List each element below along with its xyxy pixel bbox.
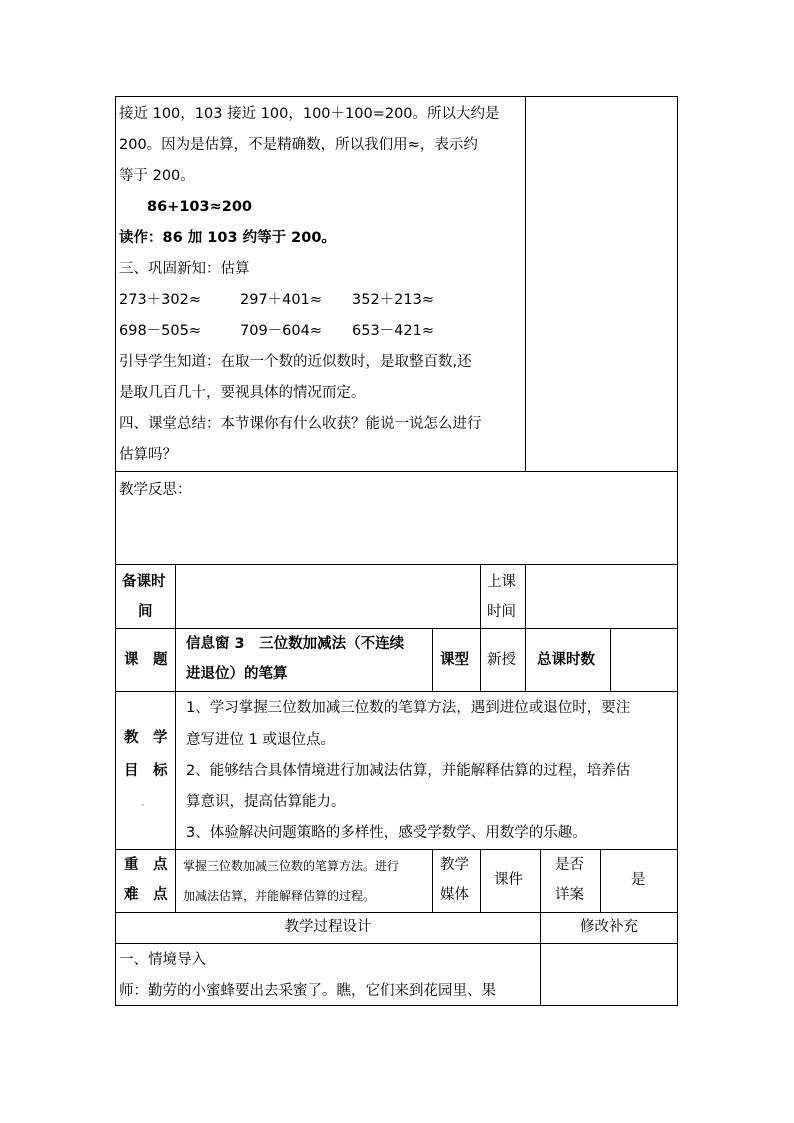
goals-mark: - — [141, 800, 145, 810]
exercise-item: 698－505≈ — [119, 323, 202, 339]
goal-line: 意写进位 1 或退位点。 — [186, 732, 335, 748]
revise-header: 修改补充 — [580, 919, 638, 935]
text-line: 是取几百几十，要视具体的情况而定。 — [119, 385, 366, 401]
lesson-type-value: 新授 — [487, 652, 516, 668]
equation-line: 86+103≈200 — [147, 199, 253, 215]
text-line: 200。因为是估算，不是精确数，所以我们用≈，表示约 — [119, 137, 478, 153]
goal-line: 3、体验解决问题策略的多样性，感受学数学、用数学的乐趣。 — [186, 825, 587, 841]
goal-line: 1、学习掌握三位数加减三位数的笔算方法，遇到进位或退位时，要注 — [186, 700, 631, 716]
text-line: 估算吗？ — [119, 447, 177, 463]
text-line: 接近 100，103 接近 100，100＋100=200。所以大约是 — [119, 106, 500, 122]
goals-label: 教 学 — [124, 730, 168, 746]
detailed-plan-label: 是否 — [555, 857, 584, 873]
process-header: 教学过程设计 — [284, 919, 372, 935]
prep-time-label: 间 — [138, 604, 153, 620]
media-value: 课件 — [494, 872, 523, 888]
goal-line: 算意识，提高估算能力。 — [186, 794, 346, 810]
topic-title: 进退位）的笔算 — [186, 666, 288, 682]
topic-label: 课 题 — [124, 652, 168, 668]
detailed-plan-value: 是 — [631, 872, 646, 888]
class-time-label: 上课 — [487, 574, 516, 590]
exercise-item: 297＋401≈ — [240, 292, 323, 308]
media-label: 教学 — [440, 857, 469, 873]
detailed-plan-label: 详案 — [555, 887, 584, 903]
key-points-label: 重 点 — [124, 857, 168, 873]
exercise-item: 352＋213≈ — [352, 292, 435, 308]
reading-line: 读作：86 加 103 约等于 200。 — [119, 230, 336, 246]
key-points-text: 加减法估算，并能解释估算的过程。 — [183, 889, 376, 903]
text-line: 等于 200。 — [119, 168, 195, 184]
process-line: 师：勤劳的小蜜蜂要出去采蜜了。瞧，它们来到花园里、果 — [119, 983, 496, 999]
process-line: 一、情境导入 — [119, 952, 206, 968]
section-heading: 三、巩固新知：估算 — [119, 261, 250, 277]
text-line: 四、课堂总结：本节课你有什么收获？能说一说怎么进行 — [119, 416, 482, 432]
exercise-item: 709－604≈ — [240, 323, 323, 339]
total-hours-label: 总课时数 — [537, 652, 595, 668]
media-label: 媒体 — [440, 887, 469, 903]
key-points-label: 难 点 — [124, 887, 168, 903]
exercise-item: 653－421≈ — [352, 323, 435, 339]
class-time-label: 时间 — [487, 604, 516, 620]
topic-title: 信息窗 3 三位数加减法（不连续 — [186, 636, 405, 652]
exercise-item: 273＋302≈ — [119, 292, 202, 308]
text-line: 引导学生知道：在取一个数的近似数时，是取整百数,还 — [119, 354, 472, 370]
reflection-label: 教学反思： — [119, 482, 192, 498]
key-points-text: 掌握三位数加减三位数的笔算方法。进行 — [183, 859, 400, 873]
lesson-type-label: 课型 — [440, 652, 469, 668]
goal-line: 2、能够结合具体情境进行加减法估算，并能解释估算的过程，培养估 — [186, 763, 631, 779]
goals-label: 目 标 — [124, 763, 168, 779]
prep-time-label: 备课时 — [122, 574, 166, 590]
